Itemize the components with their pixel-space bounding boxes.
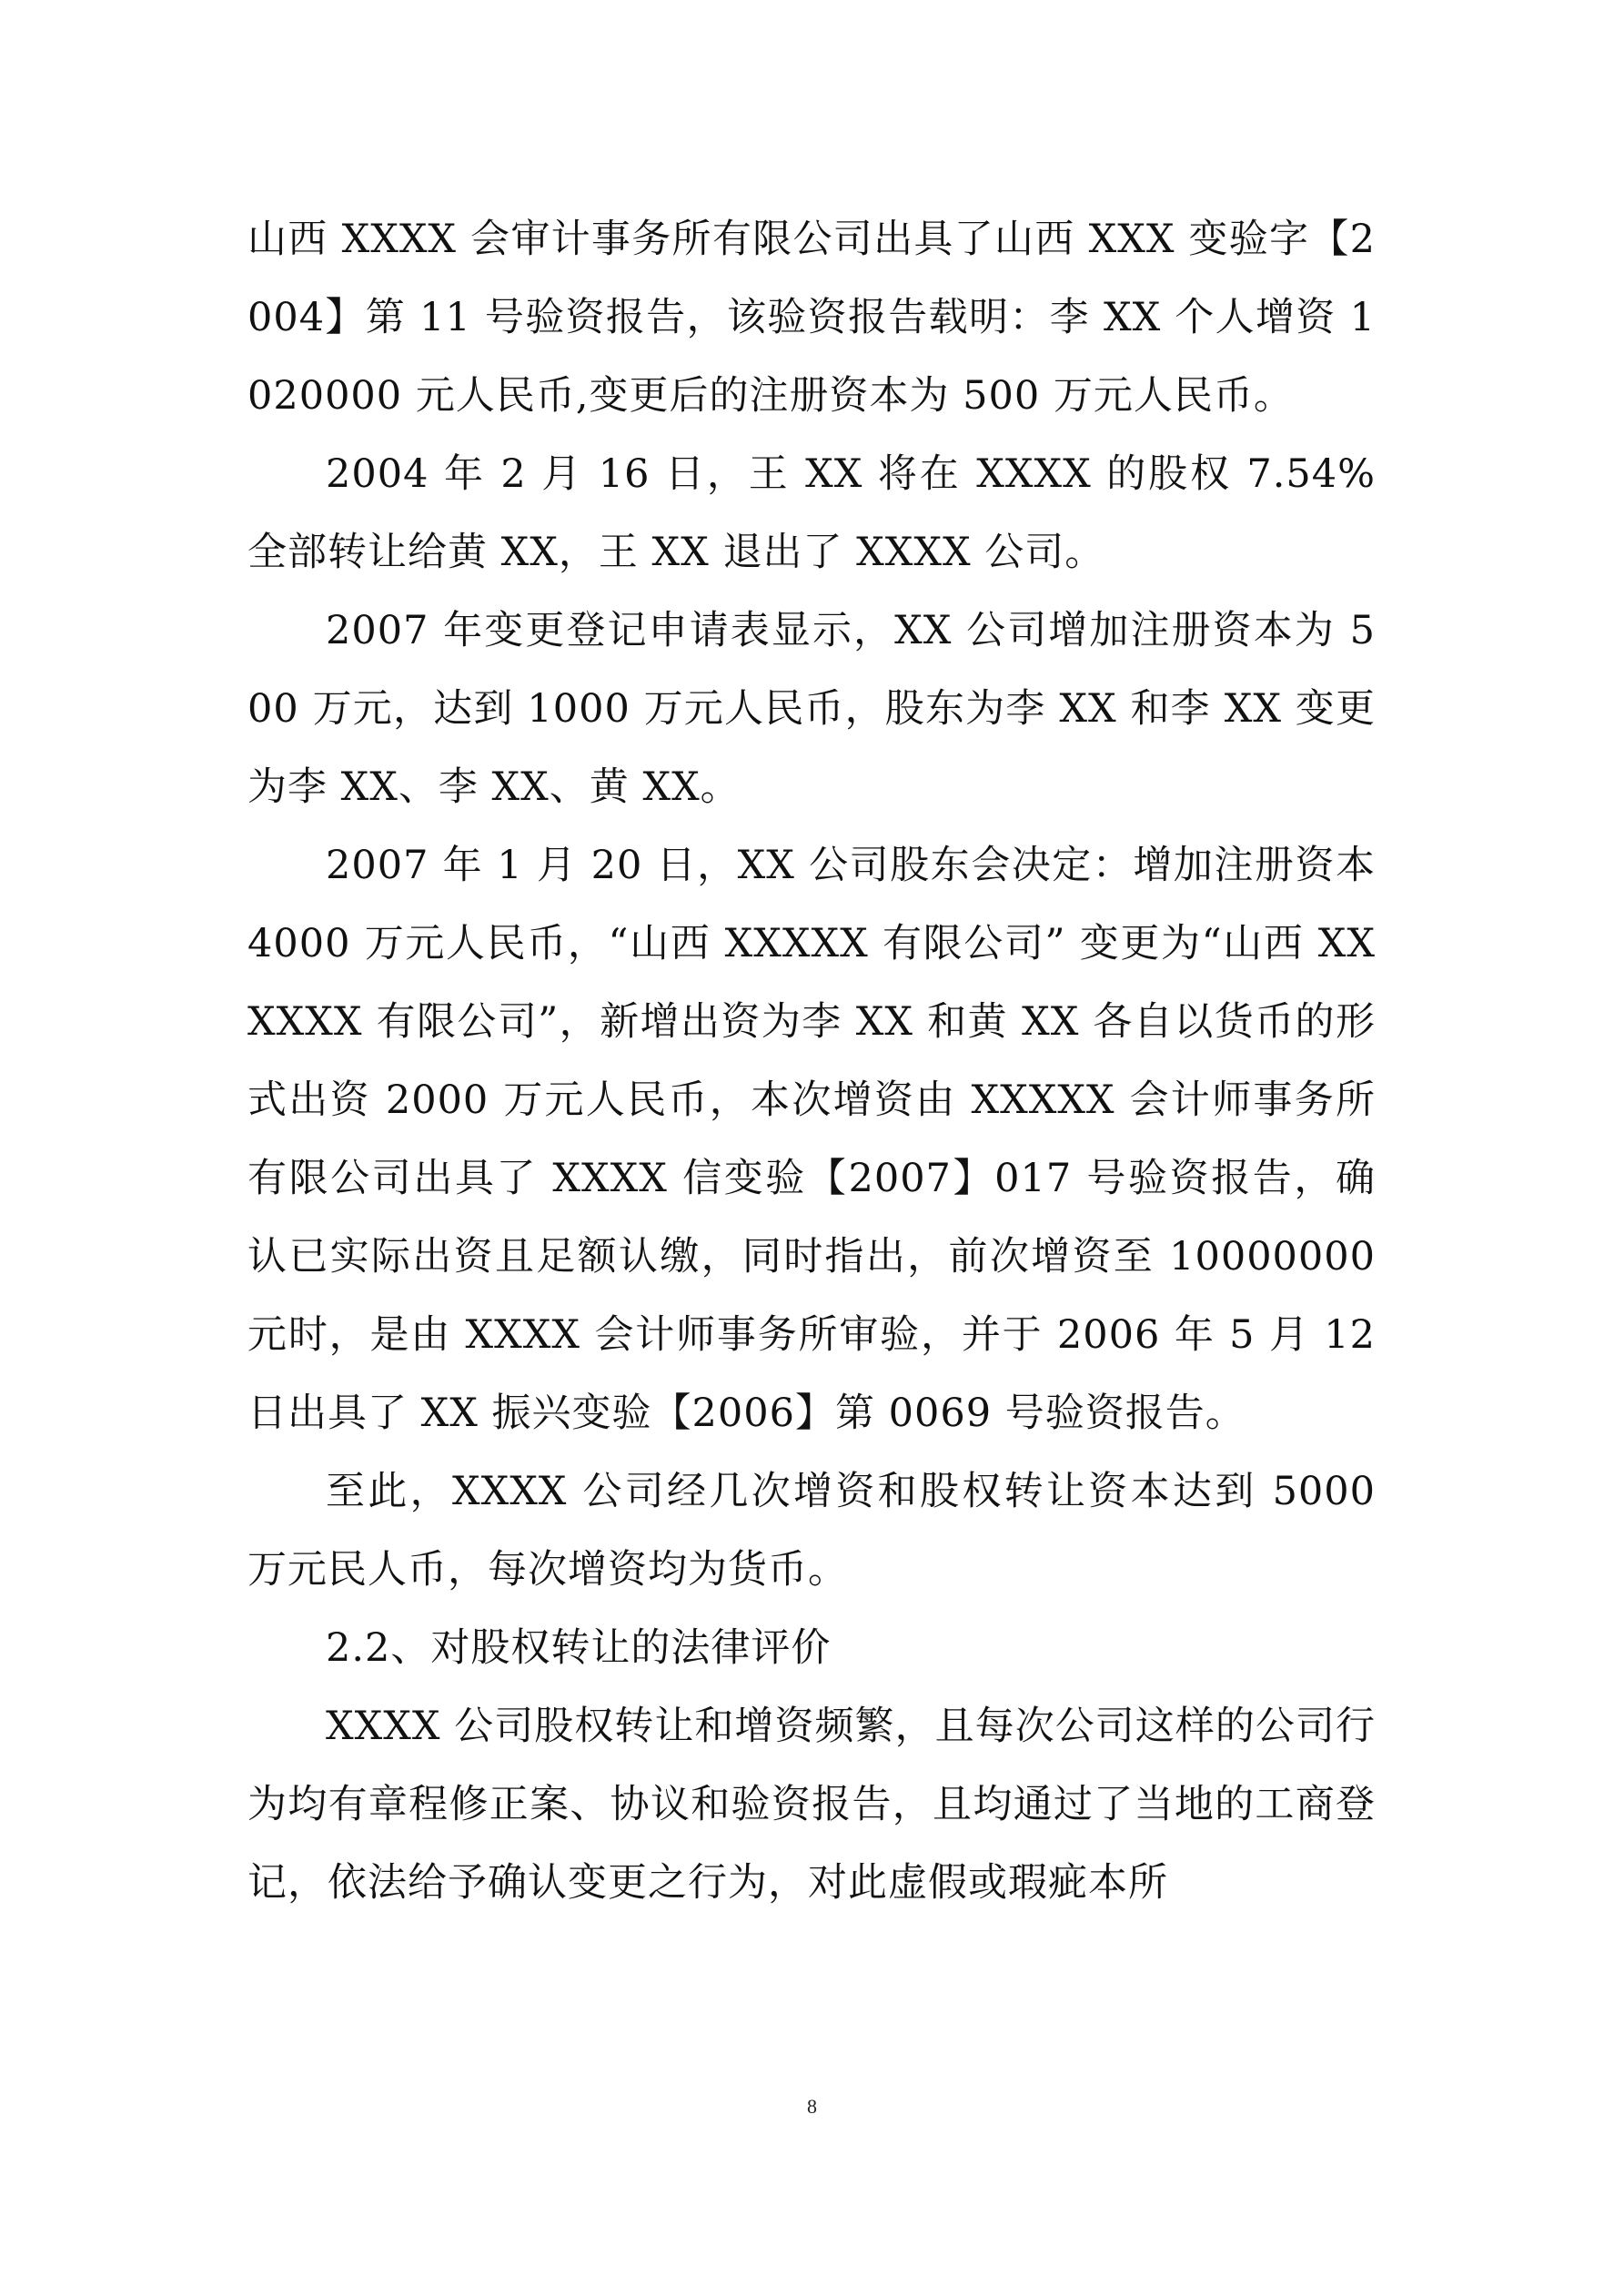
paragraph-capital-summary: 至此，XXXX 公司经几次增资和股权转让资本达到 5000 万元民人币，每次增资均为货币。 — [247, 1469, 1376, 1593]
document-body — [247, 200, 1376, 1922]
page-number: 8 — [807, 2095, 817, 2118]
paragraph-registration-change-2007: 2007 年变更登记申请表显示，XX 公司增加注册资本为 500 万元，达到 1000 万元人民币，股东为李 XX 和李 XX 变更为李 XX、李 XX、黄 XX。 — [247, 608, 1376, 810]
paragraph-equity-transfer-2004: 2004 年 2 月 16 日，王 XX 将在 XXXX 的股权 7.54%全部转让给黄 XX，王 XX 退出了 XXXX 公司。 — [247, 451, 1376, 575]
section-heading-legal-evaluation: 2.2、对股权转让的法律评价 — [326, 1625, 832, 1671]
paragraph-legal-evaluation: XXXX 公司股权转让和增资频繁，且每次公司这样的公司行为均有章程修正案、协议和验资报告，且均通过了当地的工商登记，依法给予确认变更之行为，对此虚假或瑕疵本所 — [247, 1704, 1376, 1906]
paragraph-shareholder-resolution-2007: 2007 年 1 月 20 日，XX 公司股东会决定：增加注册资本 4000 万元人民币，“山西 XXXXX 有限公司” 变更为“山西 XXXXXX 有限公司”，新增出资为李 XX 和黄 XX 各自以货币的形式出资 2000 万元人民币，本次增资由 XXXXX 会计师事务所有限公司出具了 XXXX 信变验【2007】017 号验资报告，确认已实际出资且足额认缴，同时指出，前次增资至 10000000 元时，是由 XXXX 会计师事务所审验，并于 2006 年 5 月 12 日出具了 XX 振兴变验【2006】第 0069 号验资报告。 — [247, 843, 1376, 1436]
paragraph-capital-verification: 山西 XXXX 会审计事务所有限公司出具了山西 XXX 变验字【2004】第 11 号验资报告，该验资报告载明：李 XX 个人增资 1020000 元人民币,变更后的注册资本为 500 万元人民币。 — [247, 217, 1376, 419]
